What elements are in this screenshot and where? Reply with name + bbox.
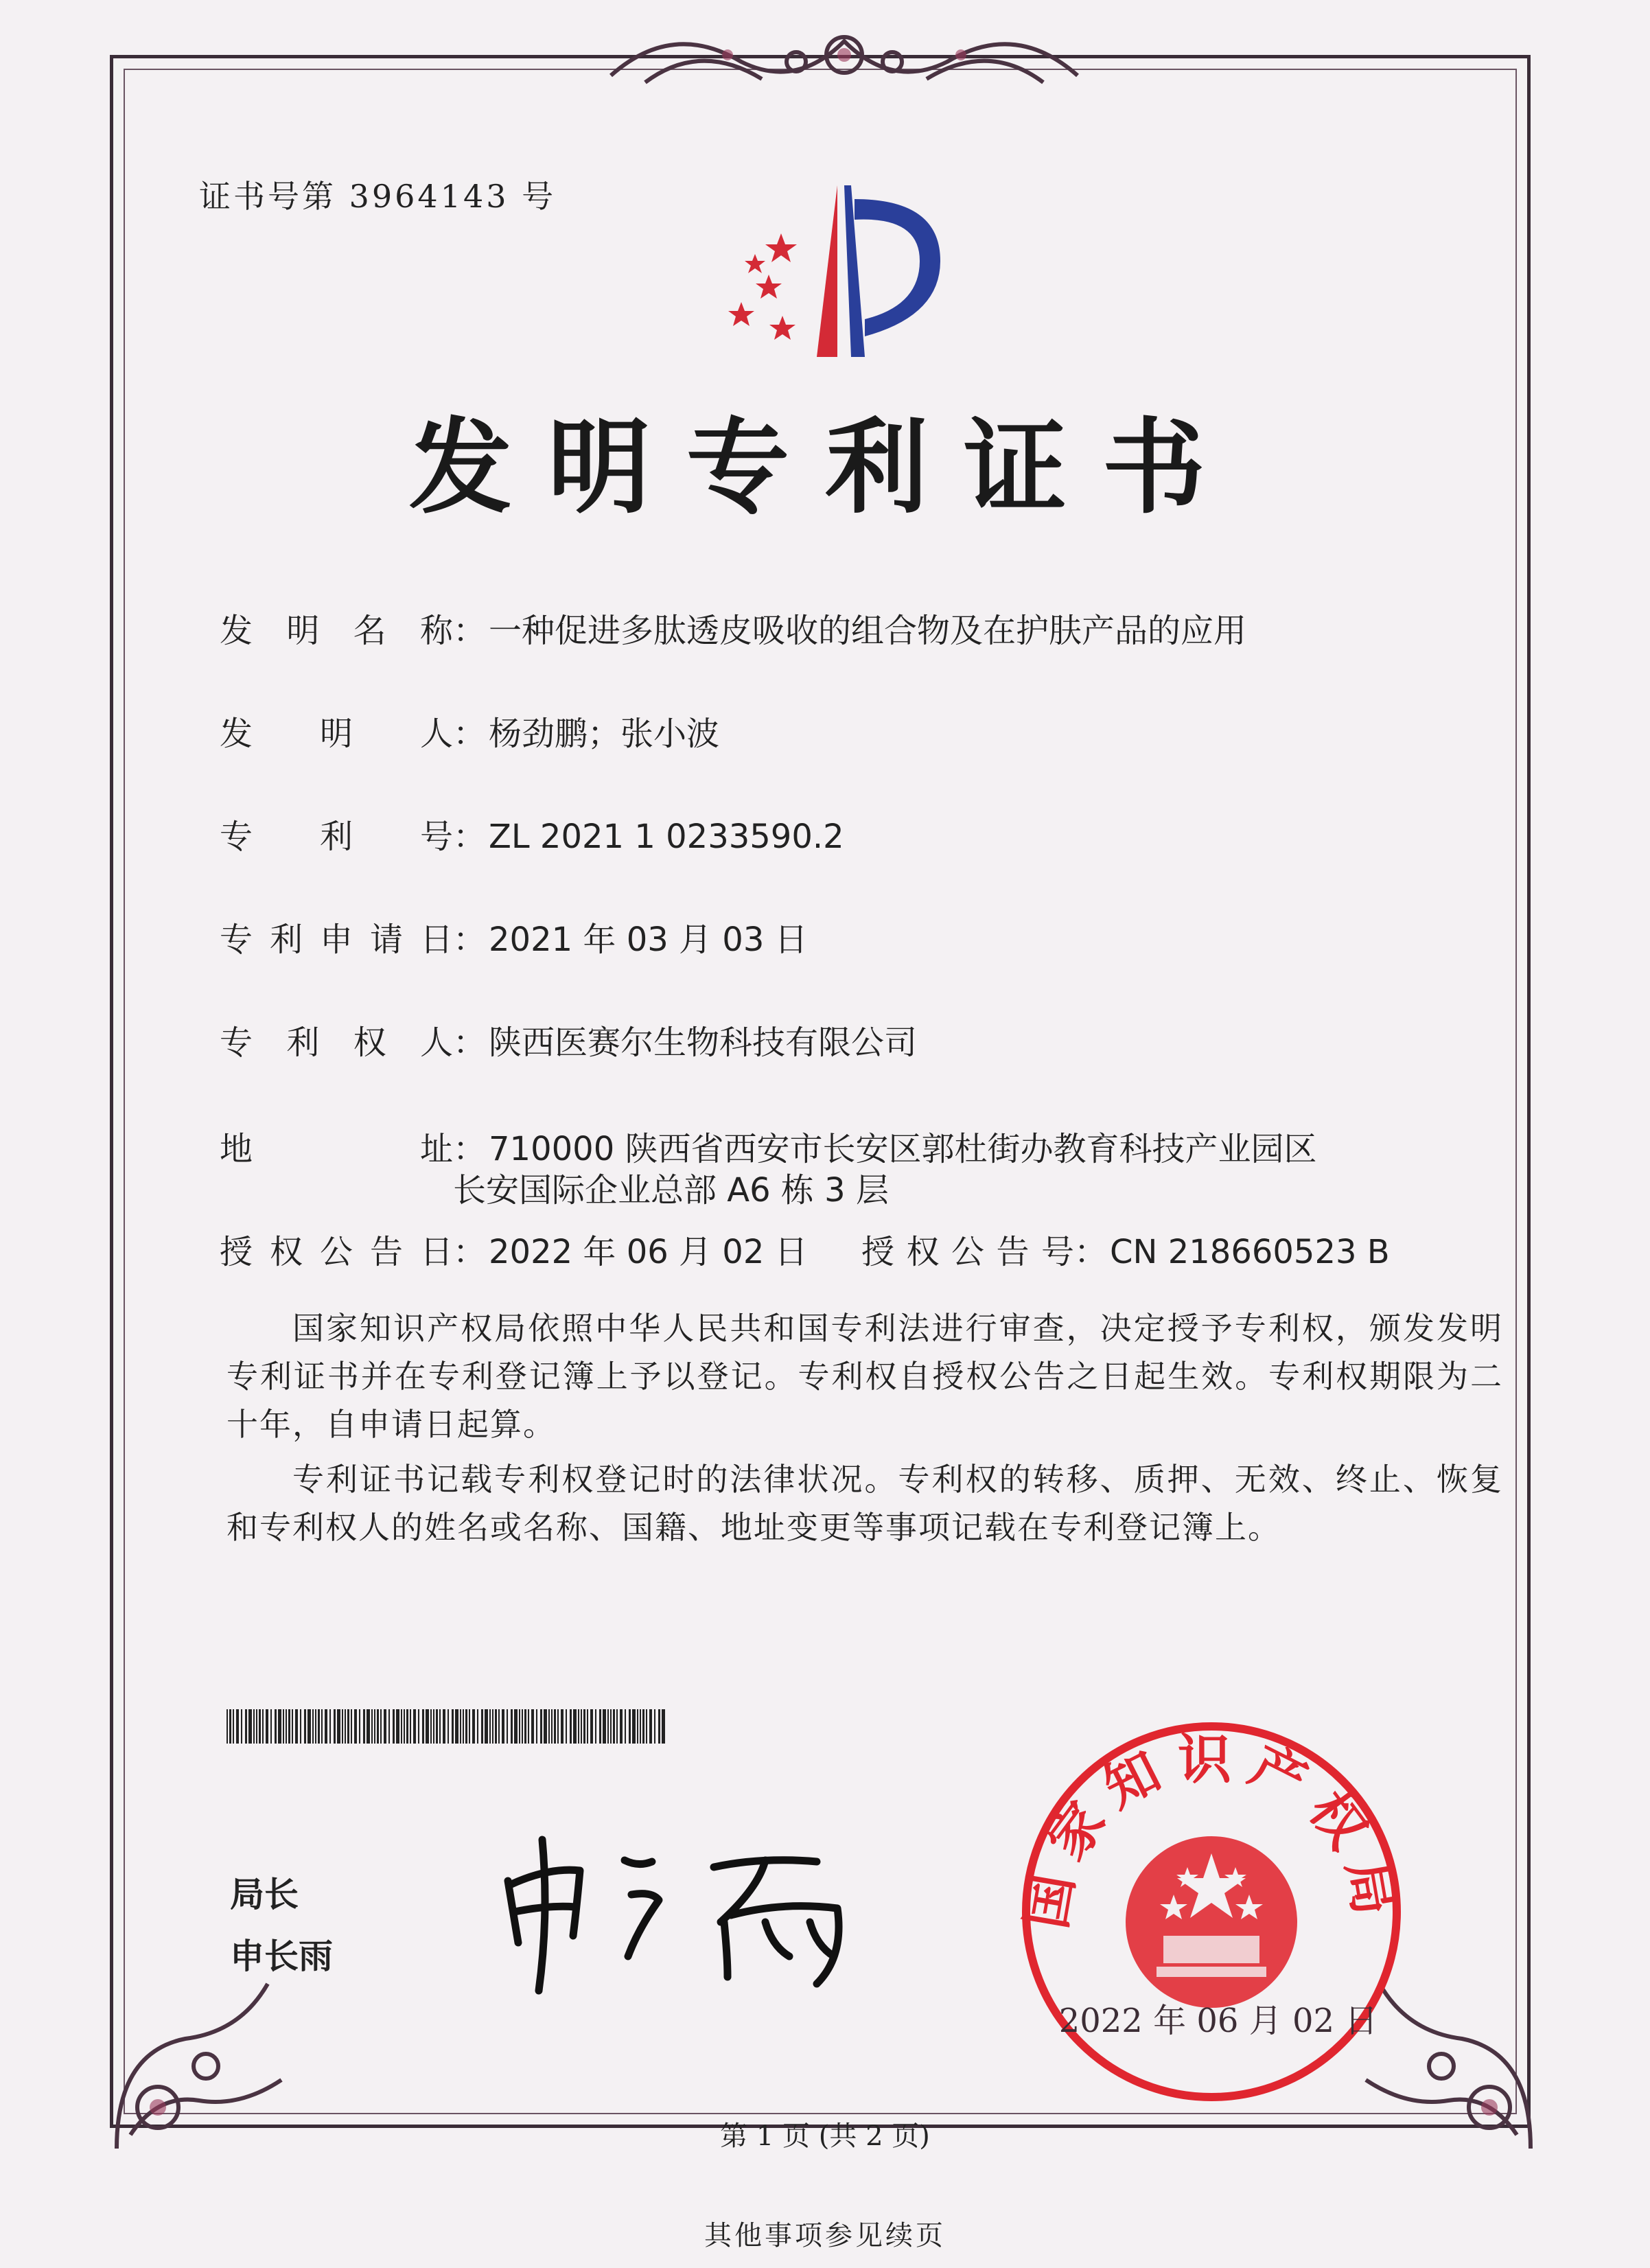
- barcode-bar: [469, 1709, 470, 1744]
- field-filing-date: [220, 913, 808, 960]
- barcode-bar: [613, 1709, 615, 1744]
- barcode-bar: [511, 1709, 513, 1744]
- barcode-bar: [522, 1709, 523, 1744]
- barcode-bar: [649, 1709, 652, 1744]
- barcode-bar: [229, 1709, 231, 1744]
- certificate-number-value: 3964143: [349, 178, 509, 215]
- barcode-bar: [337, 1709, 340, 1744]
- barcode-bar: [374, 1709, 375, 1744]
- barcode-bar: [253, 1709, 255, 1744]
- invention-name-label: 发明名称: [220, 612, 453, 650]
- barcode-bar: [384, 1709, 386, 1744]
- barcode-bar: [226, 1709, 228, 1744]
- barcode-bar: [380, 1709, 382, 1744]
- barcode-bar: [548, 1709, 550, 1744]
- barcode-bar: [536, 1709, 537, 1744]
- director-title: 局长: [230, 1875, 299, 1914]
- barcode-bar: [465, 1709, 467, 1744]
- barcode-bar: [455, 1709, 458, 1744]
- barcode-bar: [492, 1709, 493, 1744]
- barcode-bar: [573, 1709, 577, 1744]
- barcode-bar: [498, 1709, 500, 1744]
- barcode-bar: [262, 1709, 264, 1744]
- barcode-bar: [485, 1709, 488, 1744]
- barcode-bar: [307, 1709, 311, 1744]
- barcode-bar: [603, 1709, 606, 1744]
- barcode-bar: [654, 1709, 655, 1744]
- address-value-line1: 710000 陕西省西安市长安区郭杜街办教育科技产业园区: [489, 1130, 1317, 1168]
- invention-name-value: 一种促进多肽透皮吸收的组合物及在护肤产品的应用: [489, 612, 1247, 650]
- barcode-bar: [288, 1709, 290, 1744]
- barcode-bar: [463, 1709, 464, 1744]
- certificate-number: [199, 172, 556, 217]
- top-ornament: [590, 14, 1098, 103]
- barcode-bar: [625, 1709, 626, 1744]
- field-patentee: [220, 1016, 917, 1063]
- page-number: 第 1 页 (共 2 页): [720, 2120, 930, 2152]
- patent-no-label: 专利号: [220, 818, 453, 856]
- colon: ：: [453, 715, 487, 753]
- grant-no-value: CN 218660523 B: [1110, 1233, 1390, 1271]
- barcode-bar: [413, 1709, 416, 1744]
- barcode-bar: [259, 1709, 261, 1744]
- barcode-bar: [637, 1709, 638, 1744]
- barcode-bar: [351, 1709, 352, 1744]
- inventors-label: 发明人: [220, 715, 453, 753]
- colon: ：: [453, 921, 487, 959]
- barcode-bar: [629, 1709, 631, 1744]
- national-emblem-icon: [1126, 1836, 1297, 2008]
- barcode-bar: [422, 1709, 424, 1744]
- barcode-bar: [433, 1709, 434, 1744]
- barcode-bar: [524, 1709, 526, 1744]
- barcode-bar: [377, 1709, 379, 1744]
- barcode-bar: [312, 1709, 314, 1744]
- barcode-bar: [256, 1709, 257, 1744]
- barcode-bar: [616, 1709, 618, 1744]
- barcode-bar: [436, 1709, 438, 1744]
- field-inventors: [220, 707, 719, 754]
- barcode-bar: [540, 1709, 542, 1744]
- barcode-bar: [481, 1709, 483, 1744]
- barcode-bar: [583, 1709, 585, 1744]
- barcode-bar: [286, 1709, 287, 1744]
- barcode-bar: [283, 1709, 284, 1744]
- barcode-bar: [241, 1709, 242, 1744]
- grant-date-label: 授权公告日: [220, 1233, 453, 1271]
- barcode-bar: [566, 1709, 567, 1744]
- barcode-bar: [544, 1709, 547, 1744]
- filing-date-label: 专利申请日: [220, 921, 453, 959]
- barcode-bar: [236, 1709, 239, 1744]
- barcode-bar: [248, 1709, 252, 1744]
- barcode-bar: [406, 1709, 408, 1744]
- barcode-bar: [554, 1709, 556, 1744]
- field-patent-no: [220, 810, 844, 857]
- barcode-bar: [610, 1709, 612, 1744]
- barcode-bar: [439, 1709, 441, 1744]
- barcode-bar: [396, 1709, 399, 1744]
- field-invention-name: [220, 604, 1246, 651]
- barcode-bar: [401, 1709, 402, 1744]
- field-address: [220, 1122, 1317, 1170]
- barcode-bar: [430, 1709, 432, 1744]
- official-seal: [1016, 1716, 1407, 2107]
- director-signature: [494, 1819, 879, 1998]
- colon: ：: [453, 1233, 487, 1271]
- cnipa-emblem-icon: [714, 172, 975, 378]
- barcode-bar: [452, 1709, 454, 1744]
- barcode-bar: [587, 1709, 588, 1744]
- colon: ：: [453, 1130, 487, 1168]
- barcode-bar: [590, 1709, 593, 1744]
- colon: ：: [453, 818, 487, 856]
- barcode-bar: [233, 1709, 234, 1744]
- barcode-bar: [304, 1709, 306, 1744]
- field-grant-no: [861, 1225, 1390, 1273]
- barcode-bar: [561, 1709, 563, 1744]
- barcode-bar: [607, 1709, 609, 1744]
- barcode-bar: [489, 1709, 491, 1744]
- barcode-bar: [460, 1709, 461, 1744]
- barcode-bar: [448, 1709, 449, 1744]
- barcode-bar: [318, 1709, 320, 1744]
- patentee-label: 专利权人: [220, 1023, 453, 1062]
- barcode-bar: [418, 1709, 419, 1744]
- barcode-bar: [472, 1709, 475, 1744]
- barcode-bar: [658, 1709, 660, 1744]
- barcode-bar: [266, 1709, 268, 1744]
- barcode-bar: [292, 1709, 293, 1744]
- barcode-bar: [410, 1709, 411, 1744]
- barcode-bar: [275, 1709, 277, 1744]
- barcode-bar: [325, 1709, 327, 1744]
- barcode-bar: [507, 1709, 508, 1744]
- barcode-bar: [557, 1709, 559, 1744]
- barcode-bar: [531, 1709, 534, 1744]
- barcode-bar: [519, 1709, 520, 1744]
- barcode-bar: [642, 1709, 644, 1744]
- barcode-bar: [581, 1709, 582, 1744]
- barcode-bar: [578, 1709, 579, 1744]
- inventors-value: 杨劲鹏；张小波: [489, 715, 720, 753]
- colon: ：: [1074, 1233, 1108, 1271]
- barcode-icon: [226, 1709, 666, 1744]
- barcode-bar: [443, 1709, 445, 1744]
- address-value-line2: 长安国际企业总部 A6 栋 3 层: [453, 1171, 889, 1210]
- barcode-bar: [278, 1709, 281, 1744]
- paragraph-2: 专利证书记载专利权登记时的法律状况。专利权的转移、质押、无效、终止、恢复和专利权人的姓名或名称、国籍、地址变更等事项记载在专利登记簿上。: [226, 1461, 1503, 1546]
- barcode-bar: [334, 1709, 336, 1744]
- barcode-bar: [371, 1709, 373, 1744]
- barcode-bar: [245, 1709, 247, 1744]
- colon: ：: [453, 1023, 487, 1062]
- director-name: 申长雨: [230, 1936, 333, 1976]
- barcode-bar: [270, 1709, 272, 1744]
- barcode-bar: [595, 1709, 596, 1744]
- barcode-bar: [620, 1709, 623, 1744]
- grant-no-label: 授权公告号: [861, 1233, 1074, 1271]
- certificate-number-suffix: 号: [522, 178, 557, 215]
- barcode-bar: [347, 1709, 349, 1744]
- certificate-number-label: 证书号第: [199, 178, 336, 215]
- filing-date-value: 2021 年 03 月 03 日: [489, 921, 808, 959]
- barcode-bar: [570, 1709, 572, 1744]
- barcode-bar: [640, 1709, 641, 1744]
- barcode-bar: [354, 1709, 357, 1744]
- barcode-bar: [662, 1709, 665, 1744]
- barcode-bar: [367, 1709, 370, 1744]
- barcode-bar: [363, 1709, 365, 1744]
- paragraph-1: 国家知识产权局依照中华人民共和国专利法进行审查，决定授予专利权，颁发发明专利证书并在专利登记簿上予以登记。专利权自授权公告之日起生效。专利权期限为二十年，自申请日起算。: [226, 1310, 1503, 1443]
- barcode-bar: [514, 1709, 518, 1744]
- barcode-bar: [300, 1709, 301, 1744]
- address-label: 地址: [220, 1130, 453, 1168]
- patent-no-value: ZL 2021 1 0233590.2: [489, 818, 844, 856]
- barcode-bar: [404, 1709, 405, 1744]
- barcode-bar: [345, 1709, 346, 1744]
- barcode-bar: [426, 1709, 429, 1744]
- barcode-bar: [477, 1709, 478, 1744]
- barcode-bar: [632, 1709, 636, 1744]
- barcode-bar: [495, 1709, 497, 1744]
- barcode-bar: [502, 1709, 504, 1744]
- barcode-bar: [388, 1709, 390, 1744]
- barcode-bar: [295, 1709, 298, 1744]
- barcode-bar: [329, 1709, 331, 1744]
- barcode-bar: [646, 1709, 647, 1744]
- seal-ring-text: 国家知识产权局: [1016, 1729, 1407, 1934]
- body-paragraphs: [226, 1304, 1503, 1551]
- footer-note: 其他事项参见续页: [704, 2220, 946, 2252]
- patentee-value: 陕西医赛尔生物科技有限公司: [489, 1023, 918, 1062]
- barcode-bar: [551, 1709, 553, 1744]
- barcode-bar: [321, 1709, 323, 1744]
- barcode-bar: [359, 1709, 360, 1744]
- barcode-bar: [528, 1709, 529, 1744]
- barcode-bar: [315, 1709, 316, 1744]
- certificate-title: 发明专利证书: [408, 407, 1241, 528]
- grant-date-value: 2022 年 06 月 02 日: [489, 1233, 808, 1271]
- field-grant-date: [220, 1225, 808, 1273]
- colon: ：: [453, 612, 487, 650]
- barcode-bar: [599, 1709, 601, 1744]
- seal-date: 2022 年 06 月 02 日: [1058, 2002, 1378, 2040]
- barcode-bar: [393, 1709, 395, 1744]
- barcode-bar: [342, 1709, 343, 1744]
